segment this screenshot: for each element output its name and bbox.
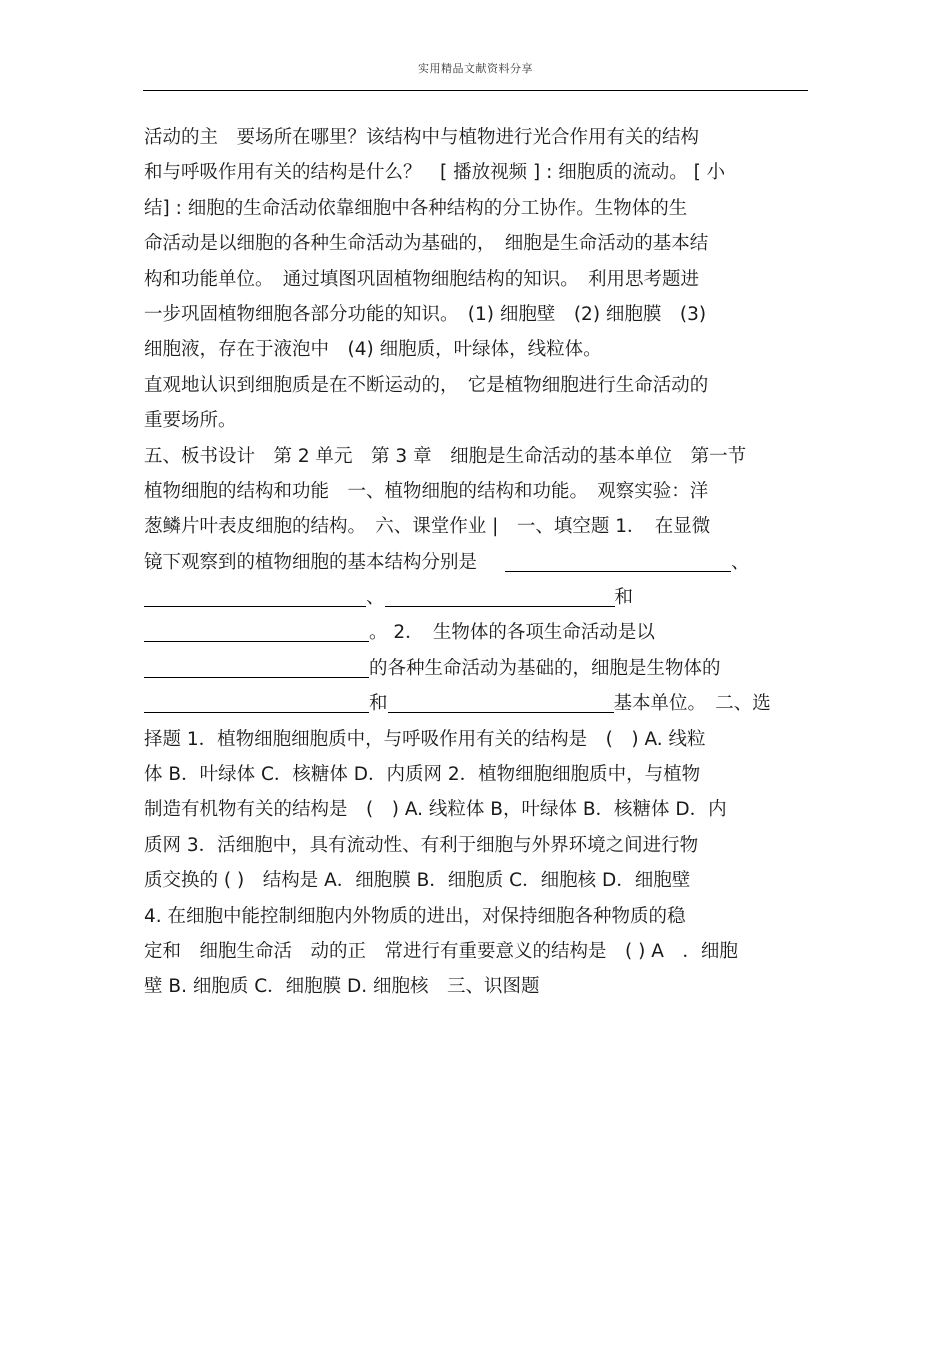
fill-line	[144, 686, 809, 721]
text-line: 直观地认识到细胞质是在不断运动的， 它是植物细胞进行生命活动的	[144, 374, 709, 396]
text-line: 定和 细胞生命活 动的正 常进行有重要意义的结构是 ( ) A ．细胞	[144, 940, 738, 962]
text-line: 构和功能单位。 通过填图巩固植物细胞结构的知识。 利用思考题进	[144, 268, 700, 290]
running-header: 实用精品文献资料分享	[418, 62, 533, 75]
answer-blank[interactable]	[144, 619, 369, 642]
text-line: 体 B．叶绿体 C．核糖体 D．内质网 2．植物细胞细胞质中，与植物	[144, 764, 701, 786]
text-line: 活动的主 要场所在哪里？该结构中与植物进行光合作用有关的结构	[144, 127, 700, 148]
separator: 和	[614, 587, 634, 609]
answer-blank[interactable]	[144, 655, 369, 678]
fill-line	[144, 545, 809, 580]
text-line: 命活动是以细胞的各种生命活动为基础的， 细胞是生命活动的基本结	[144, 233, 709, 255]
answer-blank[interactable]	[144, 690, 369, 713]
text-line: 五、板书设计 第 2 单元 第 3 章 细胞是生命活动的基本单位 第一节	[144, 445, 747, 467]
answer-blank[interactable]	[385, 584, 615, 607]
header-rule	[143, 90, 808, 91]
separator: 和	[369, 693, 388, 715]
fill-line	[144, 651, 809, 686]
answer-blank[interactable]	[388, 690, 614, 713]
fill-line	[144, 580, 809, 615]
answer-blank[interactable]	[144, 584, 366, 607]
question-text: 镜下观察到的植物细胞的基本结构分别是	[144, 551, 478, 573]
text-line: 制造有机物有关的结构是 ( ) A. 线粒体 B，叶绿体 B．核糖体 D．内	[144, 799, 727, 821]
text-line: 重要场所。	[144, 410, 237, 432]
text-line: 质网 3．活细胞中，具有流动性、有利于细胞与外界环境之间进行物	[144, 834, 699, 856]
answer-blank[interactable]	[505, 549, 731, 572]
text-line: 质交换的 ( ) 结构是 A．细胞膜 B．细胞质 C．细胞核 D．细胞壁	[144, 870, 691, 892]
text-line: 葱鳞片叶表皮细胞的结构。 六、课堂作业 | 一、填空题 1． 在显微	[144, 516, 711, 538]
question-text: 的各种生命活动为基础的，细胞是生物体的	[369, 657, 721, 679]
fill-line	[144, 615, 809, 650]
text-line: 4. 在细胞中能控制细胞内外物质的进出，对保持细胞各种物质的稳	[144, 905, 686, 927]
document-body	[144, 120, 809, 1005]
text-line: 壁 B. 细胞质 C．细胞膜 D. 细胞核 三、识图题	[144, 976, 540, 998]
question-text: 。 2． 生物体的各项生命活动是以	[369, 622, 655, 644]
text-line: 细胞液，存在于液泡中 (4) 细胞质，叶绿体，线粒体。	[144, 339, 602, 361]
separator: 、	[731, 551, 750, 573]
text-line: 一步巩固植物细胞各部分功能的知识。 (1) 细胞壁 (2) 细胞膜 (3)	[144, 303, 707, 325]
text-line: 植物细胞的结构和功能 一、植物细胞的结构和功能。 观察实验：洋	[144, 480, 709, 502]
text-line: 择题 1．植物细胞细胞质中，与呼吸作用有关的结构是 ( ) A. 线粒	[144, 728, 706, 750]
text-line: 和与呼吸作用有关的结构是什么？ [ 播放视频 ] : 细胞质的流动。 [ 小	[144, 162, 726, 184]
text-line: 结] : 细胞的生命活动依靠细胞中各种结构的分工协作。生物体的生	[144, 197, 688, 219]
separator: 、	[366, 587, 385, 609]
question-text: 基本单位。 二、选	[613, 693, 771, 715]
